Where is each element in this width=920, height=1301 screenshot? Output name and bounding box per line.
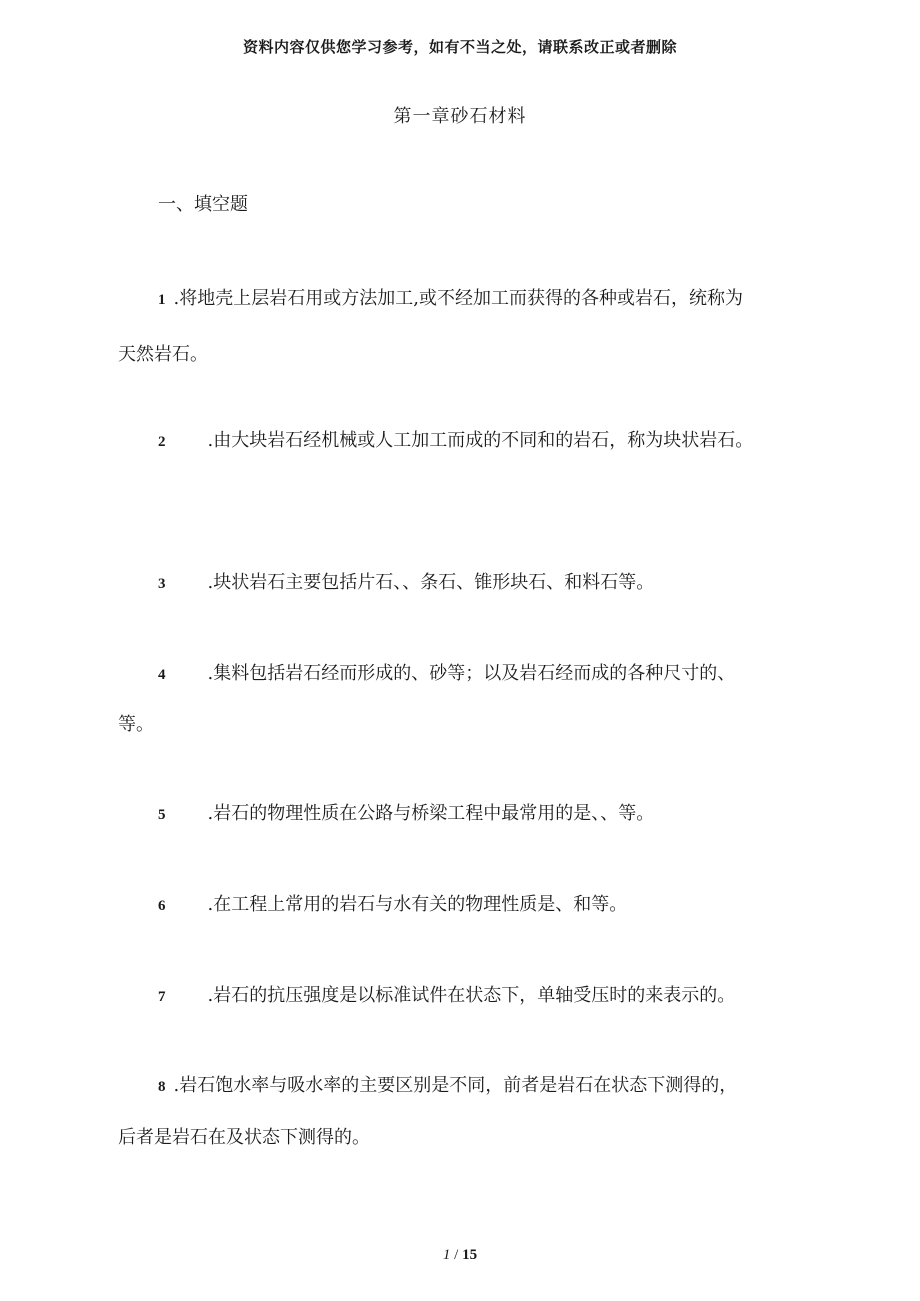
question-number: 8: [158, 1079, 166, 1095]
question-1-continuation: 天然岩石。: [118, 344, 208, 365]
question-4: [158, 659, 735, 685]
question-number: 6: [158, 898, 166, 914]
question-text: .块状岩石主要包括片石、、条石、锥形块石、和料石等。: [207, 572, 655, 593]
section-heading: 一、填空题: [158, 194, 248, 215]
page-header-disclaimer: 资料内容仅供您学习参考，如有不当之处，请联系改正或者删除: [242, 38, 677, 56]
question-5: [158, 799, 654, 825]
question-text: .在工程上常用的岩石与水有关的物理性质是、和等。: [207, 894, 628, 915]
question-4-continuation: 等。: [118, 714, 154, 735]
question-number: 4: [158, 667, 166, 683]
total-pages: 15: [462, 1247, 478, 1263]
question-number: 7: [158, 989, 166, 1005]
page-separator: /: [450, 1247, 463, 1263]
question-3: [158, 568, 654, 594]
question-number: 5: [158, 807, 166, 823]
question-2: [158, 426, 753, 452]
question-text: .岩石的抗压强度是以标准试件在状态下，单轴受压时的来表示的。: [207, 985, 736, 1006]
question-text: .由大块岩石经机械或人工加工而成的不同和的岩石，称为块状岩石。: [207, 430, 754, 451]
question-7: [158, 981, 735, 1007]
question-text: .集料包括岩石经而形成的、砂等；以及岩石经而成的各种尺寸的、: [207, 663, 736, 684]
page-number: [0, 1247, 920, 1264]
current-page: 1: [442, 1247, 451, 1263]
question-number: 2: [158, 434, 166, 450]
question-number: 3: [158, 576, 166, 592]
question-text: .岩石的物理性质在公路与桥梁工程中最常用的是、、等。: [207, 803, 655, 824]
question-6: [158, 890, 627, 916]
question-1: [158, 284, 743, 310]
question-8-continuation: 后者是岩石在及状态下测得的。: [118, 1127, 370, 1148]
question-8: [158, 1071, 737, 1097]
chapter-title: 第一章砂石材料: [393, 106, 527, 127]
question-number: 1: [158, 292, 166, 308]
question-text: .将地壳上层岩石用或方法加工,或不经加工而获得的各种或岩石，统称为: [173, 288, 743, 309]
question-text: .岩石饱水率与吸水率的主要区别是不同，前者是岩石在状态下测得的，: [173, 1075, 738, 1096]
